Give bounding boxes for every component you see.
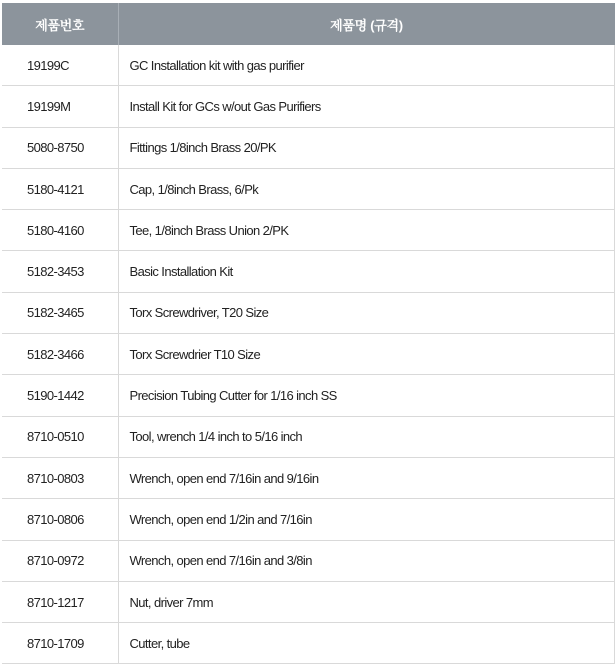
product-number-cell: 19199M bbox=[2, 86, 118, 127]
table-row bbox=[2, 416, 615, 457]
product-name-cell: Torx Screwdrier T10 Size bbox=[118, 334, 615, 375]
table-row bbox=[2, 168, 615, 209]
product-name-cell: Wrench, open end 7/16in and 9/16in bbox=[118, 457, 615, 498]
table-row bbox=[2, 623, 615, 664]
table-row bbox=[2, 292, 615, 333]
product-number-cell: 8710-1709 bbox=[2, 623, 118, 664]
product-number-cell: 19199C bbox=[2, 45, 118, 86]
product-name-cell: Torx Screwdriver, T20 Size bbox=[118, 292, 615, 333]
table-row bbox=[2, 251, 615, 292]
product-number-cell: 5080-8750 bbox=[2, 127, 118, 168]
product-number-cell: 5190-1442 bbox=[2, 375, 118, 416]
header-row bbox=[2, 3, 615, 45]
table-row bbox=[2, 45, 615, 86]
product-number-cell: 8710-0806 bbox=[2, 499, 118, 540]
product-name-cell: Nut, driver 7mm bbox=[118, 581, 615, 622]
product-name-cell: Precision Tubing Cutter for 1/16 inch SS bbox=[118, 375, 615, 416]
table-row bbox=[2, 375, 615, 416]
table-row bbox=[2, 210, 615, 251]
product-name-cell: Fittings 1/8inch Brass 20/PK bbox=[118, 127, 615, 168]
table-row bbox=[2, 499, 615, 540]
product-number-cell: 5182-3466 bbox=[2, 334, 118, 375]
product-name-cell: Tool, wrench 1/4 inch to 5/16 inch bbox=[118, 416, 615, 457]
table-row bbox=[2, 86, 615, 127]
table-row bbox=[2, 334, 615, 375]
product-name-cell: Tee, 1/8inch Brass Union 2/PK bbox=[118, 210, 615, 251]
product-name-cell: Basic Installation Kit bbox=[118, 251, 615, 292]
product-name-cell: Install Kit for GCs w/out Gas Purifiers bbox=[118, 86, 615, 127]
product-number-cell: 8710-0510 bbox=[2, 416, 118, 457]
product-name-cell: Cap, 1/8inch Brass, 6/Pk bbox=[118, 168, 615, 209]
product-number-cell: 5180-4160 bbox=[2, 210, 118, 251]
table-body bbox=[2, 45, 615, 664]
table-row bbox=[2, 581, 615, 622]
table-row bbox=[2, 457, 615, 498]
product-number-cell: 8710-1217 bbox=[2, 581, 118, 622]
header-product-number: 제품번호 bbox=[2, 3, 118, 45]
product-name-cell: Cutter, tube bbox=[118, 623, 615, 664]
product-name-cell: GC Installation kit with gas purifier bbox=[118, 45, 615, 86]
table-header bbox=[2, 3, 615, 45]
product-name-cell: Wrench, open end 7/16in and 3/8in bbox=[118, 540, 615, 581]
product-number-cell: 5182-3465 bbox=[2, 292, 118, 333]
product-number-cell: 8710-0803 bbox=[2, 457, 118, 498]
table-row bbox=[2, 540, 615, 581]
product-table bbox=[2, 3, 615, 664]
product-name-cell: Wrench, open end 1/2in and 7/16in bbox=[118, 499, 615, 540]
product-number-cell: 8710-0972 bbox=[2, 540, 118, 581]
header-product-name: 제품명 (규격) bbox=[118, 3, 615, 45]
product-number-cell: 5182-3453 bbox=[2, 251, 118, 292]
table-row bbox=[2, 127, 615, 168]
product-number-cell: 5180-4121 bbox=[2, 168, 118, 209]
